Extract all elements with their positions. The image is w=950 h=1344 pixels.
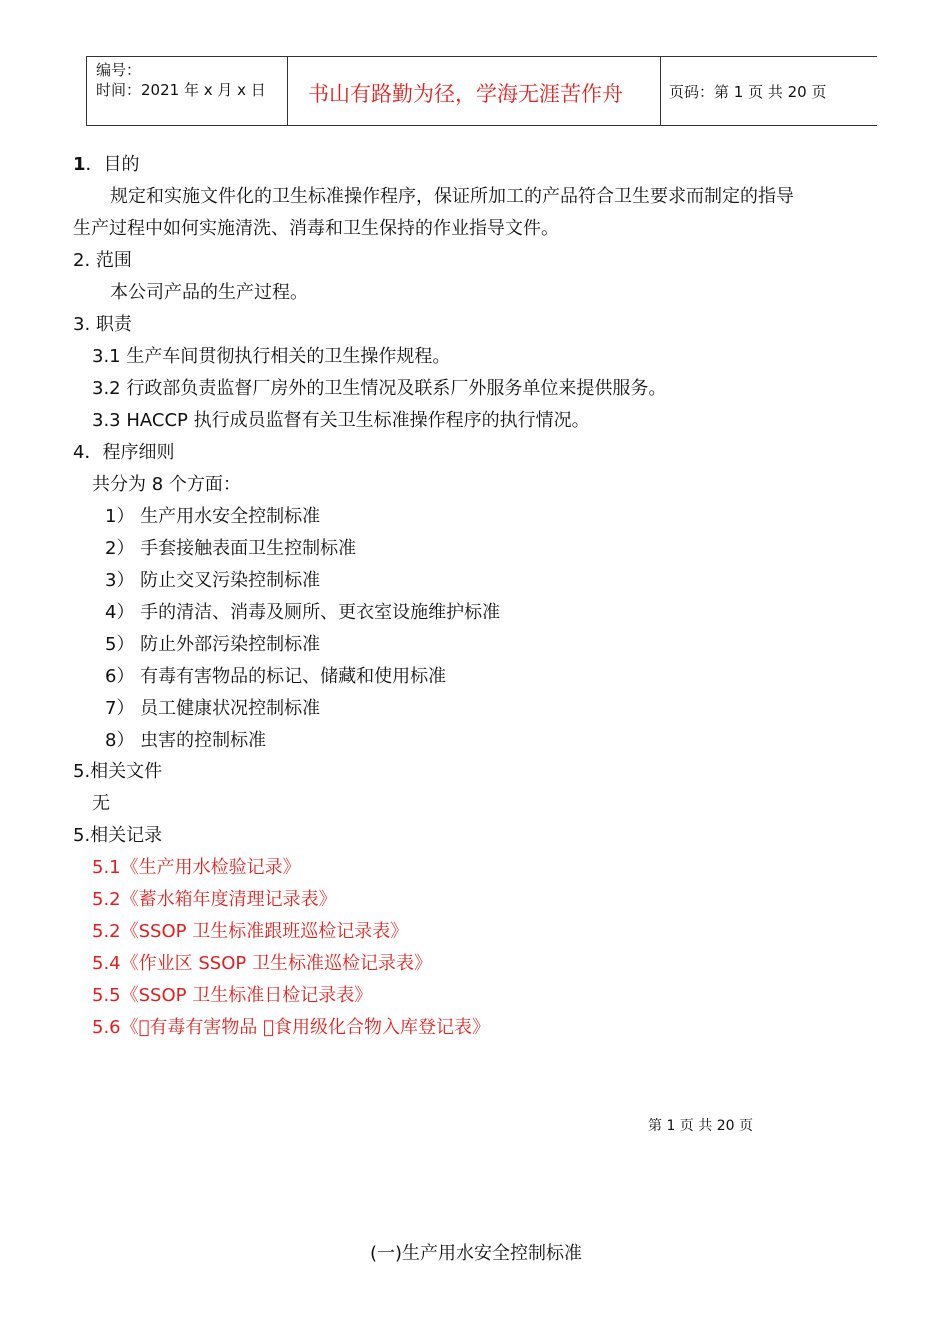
section-1-body-line-1: 规定和实施文件化的卫生标准操作程序，保证所加工的产品符合卫生要求而制定的指导: [110, 186, 794, 207]
record-item: 5.6《 有毒有害物品 食用级化合物入库登记表》: [92, 1017, 475, 1038]
section-4-list-item: 7） 员工健康状况控制标准: [105, 698, 321, 719]
record-item: 5.2《SSOP 卫生标准跟班巡检记录表》: [92, 921, 409, 942]
section-5-documents-body: 无: [92, 793, 110, 814]
record-item: 5.2《蓄水箱年度清理记录表》: [92, 889, 337, 910]
section-4-intro: 共分为 8 个方面：: [92, 474, 241, 495]
record-item: 5.1《生产用水检验记录》: [92, 857, 301, 878]
section-3-item: 3.2 行政部负责监督厂房外的卫生情况及联系厂外服务单位来提供服务。: [92, 378, 667, 399]
header-cell-meta: [87, 57, 288, 125]
section-3-heading: 3. 职责: [73, 314, 132, 335]
section-4-list-item: 2） 手套接触表面卫生控制标准: [105, 538, 357, 559]
header-table: [86, 56, 877, 126]
record-item: 5.5《SSOP 卫生标准日检记录表》: [92, 985, 373, 1006]
motto-text: 书山有路勤为径，学海无涯苦作舟: [308, 82, 623, 106]
section-2-body: 本公司产品的生产过程。: [110, 282, 308, 303]
section-1-body-line-2: 生产过程中如何实施清洗、消毒和卫生保持的作业指导文件。: [73, 218, 559, 239]
record-item: 5.4《作业区 SSOP 卫生标准巡检记录表》: [92, 953, 432, 974]
page-footer: 第 1 页 共 20 页: [648, 1118, 753, 1134]
header-cell-motto: [288, 57, 661, 125]
section-1-heading: [73, 153, 140, 177]
section-3-item: 3.1 生产车间贯彻执行相关的卫生操作规程。: [92, 346, 451, 367]
section-4-heading: 4．程序细则: [73, 442, 175, 463]
section-4-list-item: 6） 有毒有害物品的标记、储藏和使用标准: [105, 666, 447, 687]
section-4-list-item: 4） 手的清洁、消毒及厕所、更衣室设施维护标准: [105, 602, 501, 623]
header-page-number: 页码：第 1 页 共 20 页: [669, 83, 827, 101]
header-cell-page: [661, 57, 877, 125]
section-4-list-item: 3） 防止交叉污染控制标准: [105, 570, 321, 591]
section-1-number: 1: [73, 154, 86, 175]
section-4-list-item: 8） 虫害的控制标准: [105, 730, 267, 751]
section-5-documents-heading: 5.相关文件: [73, 761, 163, 782]
section-1-title: ．目的: [85, 154, 140, 175]
next-section-title: (一)生产用水安全控制标准: [370, 1243, 583, 1264]
section-3-item: 3.3 HACCP 执行成员监督有关卫生标准操作程序的执行情况。: [92, 410, 590, 431]
section-2-heading: 2. 范围: [73, 250, 132, 271]
document-date: 时间：2021 年 x 月 x 日: [96, 81, 266, 99]
section-4-list-item: 1） 生产用水安全控制标准: [105, 506, 321, 527]
section-5-records-heading: 5.相关记录: [73, 825, 163, 846]
section-4-list-item: 5） 防止外部污染控制标准: [105, 634, 321, 655]
document-number-label: 编号：: [96, 61, 142, 79]
